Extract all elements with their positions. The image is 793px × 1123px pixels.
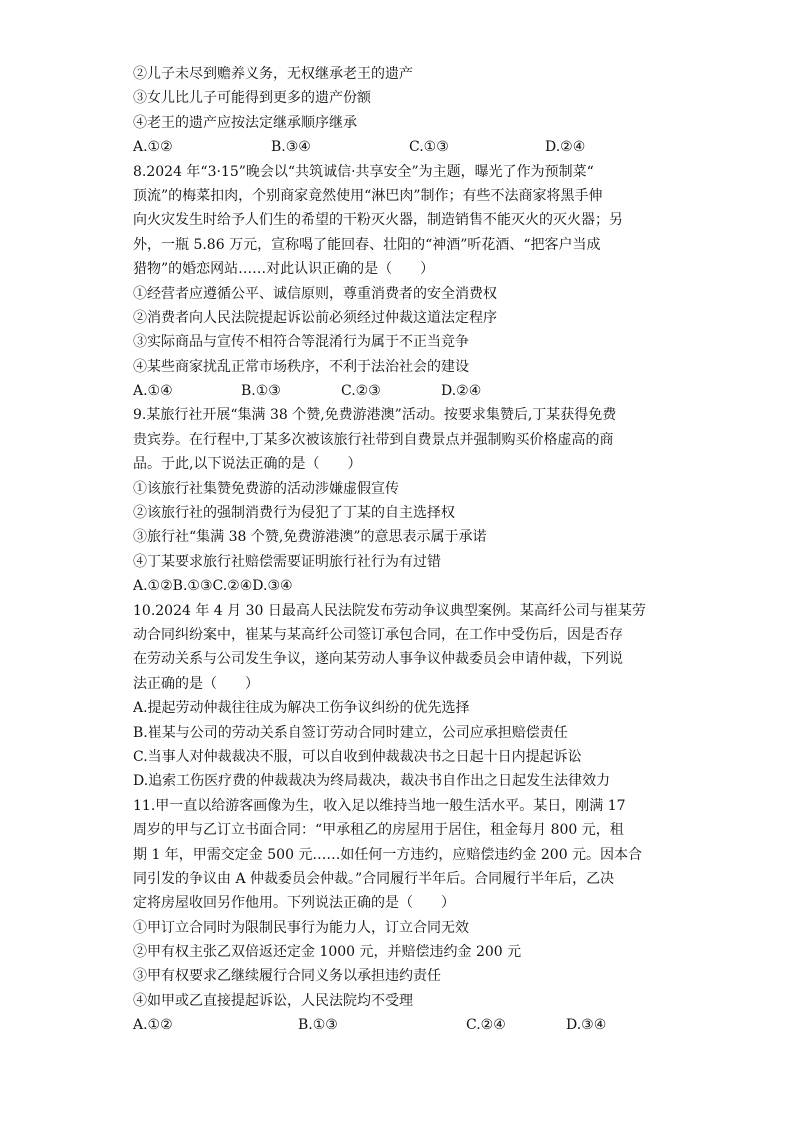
q10-stem-line: 法正确的是（ ） bbox=[133, 675, 259, 692]
q8-stem-line: 向火灾发生时给予人们生的希望的干粉灭火器，制造销售不能灭火的灭火器；另 bbox=[133, 212, 623, 229]
q7-statement-4: ④老王的遗产应按法定继承顺序继承 bbox=[133, 114, 357, 131]
q11-statement-1: ①甲订立合同时为限制民事行为能力人，订立合同无效 bbox=[133, 919, 469, 936]
q7-option-b: B.③④ bbox=[271, 139, 311, 156]
q8-options bbox=[133, 379, 668, 403]
q11-option-a: A.①② bbox=[133, 1017, 173, 1034]
q7-options bbox=[133, 135, 668, 159]
q8-option-c: C.②③ bbox=[341, 383, 381, 400]
q11-stem-line: 11.甲一直以给游客画像为生，收入足以维持当地一般生活水平。某日，刚满 17 bbox=[133, 797, 626, 814]
q11-option-d: D.③④ bbox=[566, 1017, 607, 1034]
q7-option-c: C.①③ bbox=[409, 139, 449, 156]
q7-statement-2: ②儿子未尽到赡养义务，无权继承老王的遗产 bbox=[133, 66, 413, 82]
q8-statement-2: ②消费者向人民法院提起诉讼前必须经过仲裁这道法定程序 bbox=[133, 309, 497, 326]
q10-option-b: B.崔某与公司的劳动关系自签订劳动合同时建立，公司应承担赔偿责任 bbox=[133, 724, 568, 741]
q8-statement-4: ④某些商家扰乱正常市场秩序，不利于法治社会的建设 bbox=[133, 358, 469, 375]
q8-option-b: B.①③ bbox=[241, 383, 281, 400]
q10-option-c: C.当事人对仲裁裁决不服，可以自收到仲裁裁决书之日起十日内提起诉讼 bbox=[133, 748, 582, 765]
q9-stem-line: 9.某旅行社开展“集满 38 个赞,免费游港澳”活动。按要求集赞后,丁某获得免费 bbox=[133, 407, 617, 424]
q8-stem-line: 外，一瓶 5.86 万元，宣称喝了能回春、壮阳的“神酒”听花酒、“把客户当成 bbox=[133, 236, 601, 253]
q7-option-a: A.①② bbox=[133, 139, 173, 156]
q11-stem-line: 定将房屋收回另作他用。下列说法正确的是（ ） bbox=[133, 895, 455, 912]
q11-option-c: C.②④ bbox=[466, 1017, 506, 1034]
q8-statement-1: ①经营者应遵循公平、诚信原则，尊重消费者的安全消费权 bbox=[133, 285, 497, 302]
q8-stem-line: 8.2024 年“3·15”晚会以“共筑诚信·共享安全”为主题，曝光了作为预制菜“ bbox=[133, 163, 594, 180]
q9-stem-line: 贵宾券。在行程中,丁某多次被该旅行社带到自费景点并强制购买价格虚高的商 bbox=[133, 431, 614, 448]
document-page bbox=[133, 62, 668, 1038]
q11-stem-line: 同引发的争议由 A 仲裁委员会仲裁。”合同履行半年后。合同履行半年后，乙决 bbox=[133, 870, 615, 887]
q10-option-d: D.追索工伤医疗费的仲裁裁决为终局裁决，裁决书自作出之日起发生法律效力 bbox=[133, 773, 611, 790]
q11-stem-line: 周岁的甲与乙订立书面合同：“甲承租乙的房屋用于居住，租金每月 800 元，租 bbox=[133, 822, 624, 839]
q9-stem-line: 品。于此,以下说法正确的是（ ） bbox=[133, 456, 362, 473]
q8-option-a: A.①④ bbox=[133, 383, 173, 400]
q11-statement-2: ②甲有权主张乙双倍返还定金 1000 元，并赔偿违约金 200 元 bbox=[133, 944, 522, 961]
q11-stem-line: 期 1 年，甲需交定金 500 元……如任何一方违约，应赔偿违约金 200 元。因本合 bbox=[133, 846, 643, 863]
q11-options bbox=[133, 1013, 668, 1037]
q9-statement-3: ③旅行社“集满 38 个赞,免费游港澳”的意思表示属于承诺 bbox=[133, 529, 487, 546]
q9-statement-2: ②该旅行社的强制消费行为侵犯了丁某的自主选择权 bbox=[133, 505, 455, 522]
q8-stem-line: 顶流”的梅菜扣肉，个别商家竟然使用“淋巴肉”制作；有些不法商家将黑手伸 bbox=[133, 187, 603, 204]
q10-stem-line: 10.2024 年 4 月 30 日最高人民法院发布劳动争议典型案例。某高纤公司与崔某劳 bbox=[133, 602, 646, 619]
q11-option-b: B.①③ bbox=[298, 1017, 338, 1034]
q9-options: A.①②B.①③C.②④D.③④ bbox=[133, 578, 293, 595]
q7-statement-3: ③女儿比儿子可能得到更多的遗产份额 bbox=[133, 90, 371, 107]
q9-statement-4: ④丁某要求旅行社赔偿需要证明旅行社行为有过错 bbox=[133, 553, 441, 570]
q10-option-a: A.提起劳动仲裁往往成为解决工伤争议纠纷的优先选择 bbox=[133, 700, 470, 717]
q11-statement-3: ③甲有权要求乙继续履行合同义务以承担违约责任 bbox=[133, 968, 441, 985]
q8-stem-line: 猎物”的婚恋网站……对此认识正确的是（ ） bbox=[133, 261, 435, 278]
q8-option-d: D.②④ bbox=[441, 383, 482, 400]
q9-statement-1: ①该旅行社集赞免费游的活动涉嫌虚假宣传 bbox=[133, 480, 399, 497]
q11-statement-4: ④如甲或乙直接提起诉讼，人民法院均不受理 bbox=[133, 992, 413, 1009]
q10-stem-line: 在劳动关系与公司发生争议，遂向某劳动人事争议仲裁委员会申请仲裁，下列说 bbox=[133, 651, 623, 668]
q8-statement-3: ③实际商品与宣传不相符合等混淆行为属于不正当竞争 bbox=[133, 334, 469, 351]
q7-option-d: D.②④ bbox=[545, 139, 586, 156]
q10-stem-line: 动合同纠纷案中，崔某与某高纤公司签订承包合同，在工作中受伤后，因是否存 bbox=[133, 626, 623, 643]
